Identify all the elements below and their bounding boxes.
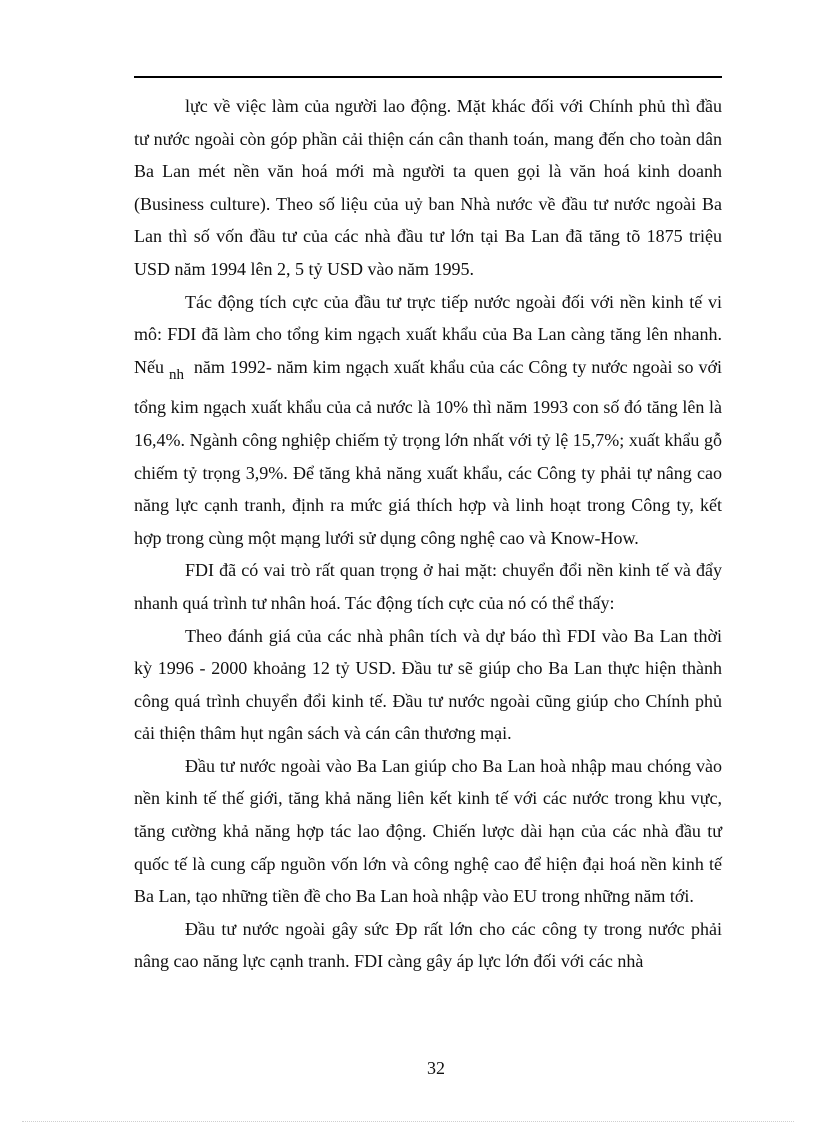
paragraph-3: FDI đã có vai trò rất quan trọng ở hai mặt: chuyển đổi nền kinh tế và đẩy nhanh quá trình tư nhân hoá. Tác động tích cực của nó có thể thấy: [134, 560, 722, 613]
header-rule [134, 76, 722, 78]
page-bottom-border [22, 1121, 794, 1122]
paragraph-2-lead: Tác động tích cực của đầu tư trực tiếp nước ngoài đối với nền kinh tế vi mô: FDI đã làm cho tổng kim ngạch xuất khẩu của Ba Lan càng tăng lên nhanh. Nếu [134, 291, 722, 377]
paragraph-2 [134, 286, 722, 555]
body-text [134, 90, 722, 978]
paragraph-4: Theo đánh giá của các nhà phân tích và dự báo thì FDI vào Ba Lan thời kỳ 1996 - 2000 khoảng 12 tỷ USD. Đầu tư sẽ giúp cho Ba Lan thực hiện thành công quá trình chuyển đổi kinh tế. Đầu tư nước ngoài cũng giúp cho Chính phủ cải thiện thâm hụt ngân sách và cán cân thương mại. [134, 625, 722, 744]
page-number: 32 [427, 1058, 445, 1078]
subscript-fragment: nh [168, 366, 184, 383]
paragraph-5: Đầu tư nước ngoài vào Ba Lan giúp cho Ba Lan hoà nhập mau chóng vào nền kinh tế thế giới, tăng khả năng liên kết kinh tế với các nước trong khu vực, tăng cường khả năng hợp tác lao động. Chiến lược dài hạn của các nhà đầu tư quốc tế là cung cấp nguồn vốn lớn và công nghệ cao để hiện đại hoá nền kinh tế Ba Lan, tạo những tiền đề cho Ba Lan hoà nhập vào EU trong những năm tới. [134, 755, 722, 907]
paragraph-2-tail: năm 1992- năm kim ngạch xuất khẩu của các Công ty nước ngoài so với tổng kim ngạch xuất khẩu của cả nước là 10% thì năm 1993 con số đó tăng lên là 16,4%. Ngành công nghiệp chiếm tỷ trọng lớn nhất với tỷ lệ 15,7%; xuất khẩu gỗ chiếm tỷ trọng 3,9%. Để tăng khả năng xuất khẩu, các Công ty phải tự nâng cao năng lực cạnh tranh, định ra mức giá thích hợp và linh hoạt trong Công ty, kết hợp trong cùng một mạng lưới sử dụng công nghệ cao và Know-How. [134, 356, 723, 548]
paragraph-6: Đầu tư nước ngoài gây sức Ðp rất lớn cho các công ty trong nước phải nâng cao năng lực cạnh tranh. FDI càng gây áp lực lớn đối với các nhà [134, 918, 722, 972]
paragraph-1: lực về việc làm của người lao động. Mặt khác đối với Chính phủ thì đầu tư nước ngoài còn góp phần cải thiện cán cân thanh toán, mang đến cho toàn dân Ba Lan mét nền văn hoá mới mà người ta quen gọi là văn hoá kinh doanh (Business culture). Theo số liệu của uỷ ban Nhà nước về đầu tư nước ngoài Ba Lan thì số vốn đầu tư của các nhà đầu tư lớn tại Ba Lan đã tăng tõ 1875 triệu USD năm 1994 lên 2, 5 tỷ USD vào năm 1995. [134, 96, 722, 279]
